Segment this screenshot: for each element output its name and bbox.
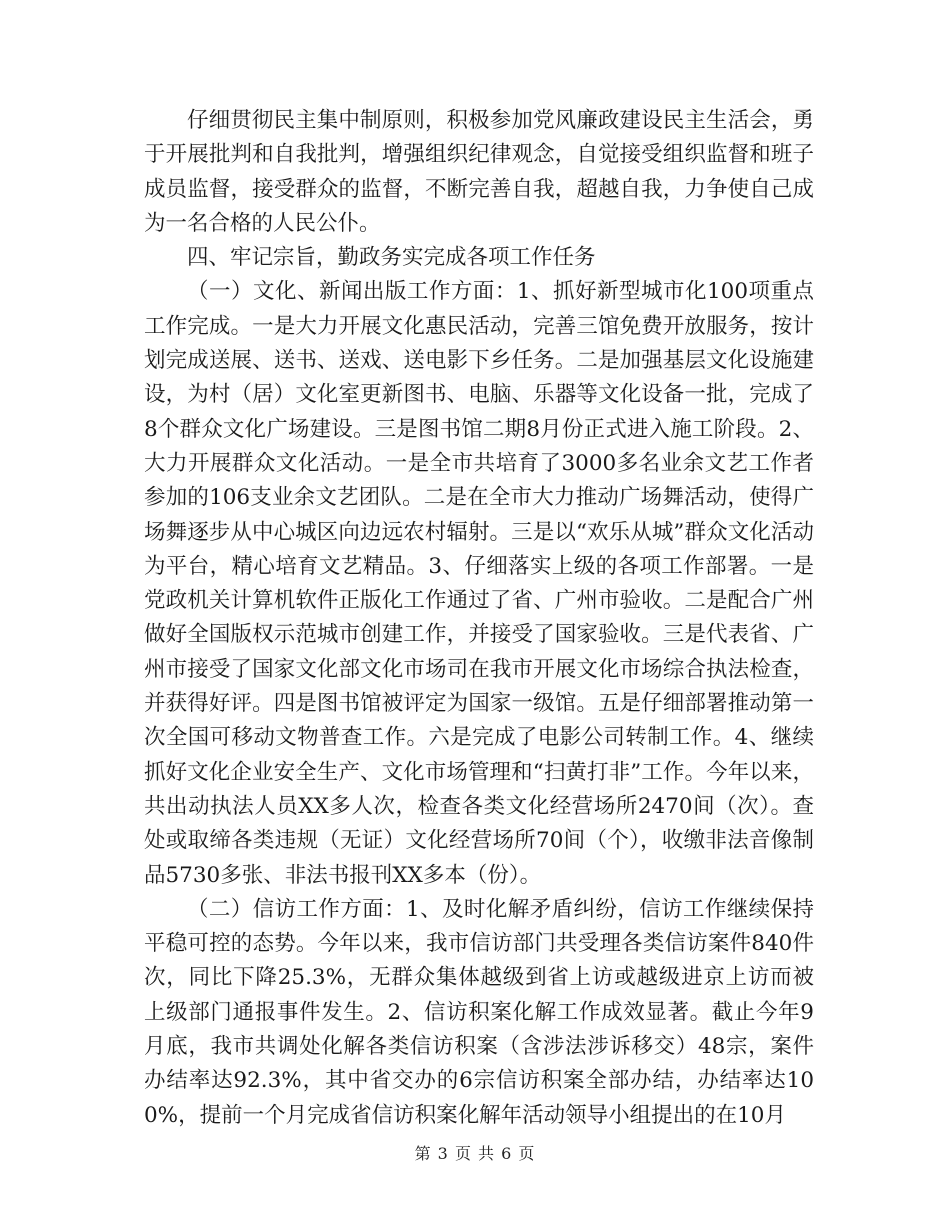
page-footer	[0, 1144, 950, 1164]
document-body	[144, 104, 814, 1133]
page-number: 第 3 页 共 6 页	[414, 1144, 536, 1163]
paragraph-culture-press: （一）文化、新闻出版工作方面：1、抓好新型城市化100项重点工作完成。一是大力开展文化惠民活动，完善三馆免费开放服务，按计划完成送展、送书、送戏、送电影下乡任务。二是加强基层文化设施建设，为村（居）文化室更新图书、电脑、乐器等文化设备一批，完成了8个群众文化广场建设。三是图书馆二期8月份正式进入施工阶段。2、大力开展群众文化活动。一是全市共培育了3000多名业余文艺工作者参加的106支业余文艺团队。二是在全市大力推动广场舞活动，使得广场舞逐步从中心城区向边远农村辐射。三是以“欢乐从城”群众文化活动为平台，精心培育文艺精品。3、仔细落实上级的各项工作部署。一是党政机关计算机软件正版化工作通过了省、广州市验收。二是配合广州做好全国版权示范城市创建工作，并接受了国家验收。三是代表省、广州市接受了国家文化部文化市场司在我市开展文化市场综合执法检查，并获得好评。四是图书馆被评定为国家一级馆。五是仔细部署推动第一次全国可移动文物普查工作。六是完成了电影公司转制工作。4、继续抓好文化企业安全生产、文化市场管理和“扫黄打非”工作。今年以来，共出动执法人员XX多人次，检查各类文化经营场所2470间（次）。查处或取缔各类违规（无证）文化经营场所70间（个），收缴非法音像制品5730多张、非法书报刊XX多本（份）。	[144, 279, 814, 888]
paragraph-petition: （二）信访工作方面：1、及时化解矛盾纠纷，信访工作继续保持平稳可控的态势。今年以来，我市信访部门共受理各类信访案件840件次，同比下降25.3%，无群众集体越级到省上访或越级进京上访而被上级部门通报事件发生。2、信访积案化解工作成效显著。截止今年9月底，我市共调处化解各类信访积案（含涉法涉诉移交）48宗，案件办结率达92.3%，其中省交办的6宗信访积案全部办结，办结率达100%，提前一个月完成省信访积案化解年活动领导小组提出的在10月	[144, 896, 814, 1128]
section-heading-4: 四、牢记宗旨，勤政务实完成各项工作任务	[187, 245, 596, 271]
paragraph-discipline: 仔细贯彻民主集中制原则，积极参加党风廉政建设民主生活会，勇于开展批判和自我批判，增强组织纪律观念，自觉接受组织监督和班子成员监督，接受群众的监督，不断完善自我，超越自我，力争使自己成为一名合格的人民公仆。	[144, 108, 814, 236]
